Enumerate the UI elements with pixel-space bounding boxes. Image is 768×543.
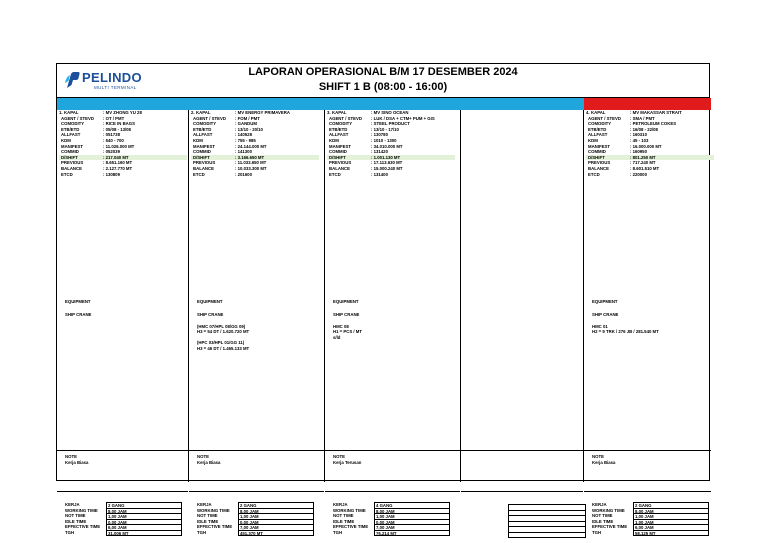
time-value: 6,00 JAM	[633, 524, 709, 530]
detail-label: ETCD	[193, 171, 205, 177]
detail-label: COMMID	[588, 149, 606, 155]
time-label: TGH	[592, 529, 602, 535]
detail-value: : 201600	[235, 171, 252, 177]
time-label: TGH	[197, 529, 207, 535]
note-divider	[57, 450, 188, 451]
detail-value: : 05/08 - 13/08	[103, 126, 131, 132]
time-label: NOT TIME	[333, 513, 354, 519]
time-label: NOT TIME	[65, 513, 86, 519]
time-value: 2 GANG	[238, 502, 314, 508]
detail-value: : MV ZHONG YU 28	[103, 110, 142, 115]
work-time-table	[592, 502, 710, 536]
detail-value: : 8.601.510 MT	[630, 165, 660, 171]
detail-value: : MV ENERGY PRIMAVERA	[235, 110, 290, 115]
time-value: 76.214 MT	[374, 530, 450, 536]
detail-label: ALLFAST	[588, 132, 608, 138]
equipment-label: EQUIPMENT	[333, 299, 359, 304]
report-title: LAPORAN OPERASIONAL B/M 17 DESEMBER 2024	[248, 66, 518, 78]
time-value: 7,00 JAM	[374, 524, 450, 530]
detail-value: : 755 - 985	[235, 137, 256, 143]
detail-value: : 13/10 - 17/10	[371, 126, 399, 132]
crane-detail: (HMC 07/HPL 08/GG 09)	[197, 324, 246, 329]
time-value: 1,00 JAM	[374, 513, 450, 519]
time-value: 7,00 JAM	[238, 524, 314, 530]
kerja-divider	[57, 491, 188, 492]
detail-label: AGENT / STEVD	[588, 115, 621, 121]
time-value: 1,00 JAM	[238, 513, 314, 519]
detail-label: COMODITY	[329, 121, 353, 127]
time-label: EFFECTIVE TIME	[197, 524, 233, 530]
crane-detail: s/ld	[333, 334, 341, 340]
crane-detail: (HPC 03/HPL 01/GG 11)	[197, 340, 245, 346]
detail-label: MANIFEST	[193, 143, 215, 149]
detail-row-etcd	[327, 172, 455, 178]
detail-label: KDM	[61, 137, 71, 143]
work-time-table	[333, 502, 451, 536]
time-value: 8,00 JAM	[238, 508, 314, 514]
detail-value: : 140528	[235, 132, 252, 138]
ship-crane-label: SHIP CRANE	[333, 312, 360, 317]
detail-value: : 16/08 - 22/08	[630, 126, 658, 132]
time-value: 58.125 MT	[633, 530, 709, 536]
note-label: NOTE	[592, 454, 604, 459]
detail-label: PREVIOUS	[193, 160, 216, 166]
detail-label: PREVIOUS	[329, 160, 352, 166]
empty-time-table	[508, 504, 586, 538]
detail-value: : 540 - 700	[103, 137, 124, 143]
vessel-details	[59, 110, 187, 177]
note-divider	[189, 450, 324, 451]
time-label: NOT TIME	[197, 513, 218, 519]
detail-label: COMMID	[193, 149, 211, 155]
detail-label: COMODITY	[588, 121, 612, 127]
detail-label: MANIFEST	[588, 143, 610, 149]
time-label: IDLE TIME	[197, 518, 219, 524]
time-value: 451.370 MT	[238, 530, 314, 536]
note-text: Kerja Terusan	[333, 460, 362, 465]
detail-label: KDM	[329, 137, 339, 143]
time-value: 1,00 JAM	[106, 513, 182, 519]
time-label: TGH	[65, 529, 75, 535]
detail-value: : 131400	[371, 171, 388, 177]
detail-label: D/SHIFT	[329, 154, 346, 160]
note-text: Kerja Biasa	[592, 460, 616, 465]
detail-value: : 130809	[103, 171, 120, 177]
ship-crane-label: SHIP CRANE	[197, 312, 224, 317]
detail-value: : 220000	[630, 171, 647, 177]
detail-row-etcd	[59, 172, 187, 178]
time-value: 2 GANG	[106, 502, 182, 508]
note-label: NOTE	[197, 454, 209, 459]
vessel-number: 1.	[59, 110, 63, 115]
time-label: KERJA	[592, 502, 607, 507]
detail-value: : 1010 - 1300	[371, 137, 397, 143]
ship-crane-label: SHIP CRANE	[65, 312, 92, 317]
crane-detail: H3 = 46 DT / 1.465.133 MT	[197, 345, 250, 351]
time-value: 6,00 JAM	[106, 524, 182, 530]
vessel-details	[586, 110, 714, 177]
detail-value: : 717.240 MT	[630, 160, 656, 166]
detail-value: : 051738	[103, 132, 120, 138]
detail-value: : 131420	[371, 149, 388, 155]
time-label: IDLE TIME	[592, 518, 614, 524]
vessel-column	[189, 110, 325, 536]
detail-value: : 217.040 MT	[103, 154, 129, 160]
detail-value: : FOM / PMT	[235, 115, 260, 121]
detail-label: KAPAL	[196, 110, 211, 115]
logo-name: PELINDO	[82, 70, 142, 85]
detail-label: BALANCE	[61, 165, 83, 171]
time-value: 8,00 JAM	[374, 508, 450, 514]
detail-value: : 160310	[630, 132, 647, 138]
note-divider	[461, 450, 583, 451]
detail-label: BALANCE	[193, 165, 215, 171]
time-label: KERJA	[197, 502, 212, 507]
equipment-label: EQUIPMENT	[65, 299, 91, 304]
detail-value: : LUK / DSA + CTM+ PUM + GIS	[371, 115, 435, 121]
time-value: 8,00 JAM	[633, 508, 709, 514]
vessel-number: 2.	[191, 110, 195, 115]
note-label: NOTE	[333, 454, 345, 459]
time-value: 4 GANG	[374, 502, 450, 508]
detail-label: PREVIOUS	[61, 160, 84, 166]
kerja-divider	[584, 491, 711, 492]
detail-label: KDM	[588, 137, 598, 143]
detail-value: : 1.001.130 MT	[371, 154, 401, 160]
detail-value: : 13/10 - 20/10	[235, 126, 263, 132]
detail-value: : 141300	[235, 149, 252, 155]
crane-detail: HMC 08	[333, 324, 349, 329]
detail-label: KAPAL	[64, 110, 79, 115]
detail-value: : 11.033.650 MT	[235, 160, 267, 166]
crane-detail: H3 = 54 DT / 1.620.720 MT	[197, 329, 250, 335]
detail-value: : SMA / PMT	[630, 115, 655, 121]
detail-label: MANIFEST	[329, 143, 351, 149]
detail-label: ETB/ETD	[588, 126, 607, 132]
time-label: WORKING TIME	[592, 507, 625, 513]
detail-label: AGENT / STEVD	[61, 115, 94, 121]
time-value: 2 GANG	[633, 502, 709, 508]
detail-value: : 130780	[371, 132, 388, 138]
detail-label: ETCD	[329, 171, 341, 177]
detail-value: : GANDUM	[235, 121, 257, 127]
time-label: KERJA	[333, 502, 348, 507]
crane-detail: H1 = PCS / MT	[333, 329, 363, 335]
detail-label: AGENT / STEVD	[193, 115, 226, 121]
vessel-column	[57, 110, 189, 536]
detail-value: : 10.033.300 MT	[235, 165, 267, 171]
equipment-label: EQUIPMENT	[592, 299, 618, 304]
detail-label: BALANCE	[588, 165, 610, 171]
detail-row-etcd	[586, 172, 714, 178]
ship-crane-label: SHIP CRANE	[592, 312, 619, 317]
equipment-label: EQUIPMENT	[197, 299, 223, 304]
detail-label: PREVIOUS	[588, 160, 611, 166]
detail-value: : 052039	[103, 149, 120, 155]
vessel-number: 4.	[586, 110, 590, 115]
detail-label: KAPAL	[332, 110, 347, 115]
detail-value: : MV MAKASSAR STRAIT	[630, 110, 682, 115]
detail-label: ETB/ETD	[329, 126, 348, 132]
time-value: 0,00 JAM	[106, 519, 182, 525]
note-label: NOTE	[65, 454, 77, 459]
detail-label: D/SHIFT	[193, 154, 210, 160]
detail-row-etcd	[191, 172, 319, 178]
detail-value: : 160950	[630, 149, 647, 155]
time-label: EFFECTIVE TIME	[333, 524, 369, 530]
detail-value: : 45 - 103	[630, 137, 649, 143]
vessel-column	[325, 110, 461, 536]
time-value: 0,00 JAM	[374, 519, 450, 525]
kerja-divider	[325, 491, 460, 492]
detail-label: ETB/ETD	[61, 126, 80, 132]
crane-detail: H2 = 9 TRK / 276 JB / 281.540 MT	[592, 329, 659, 335]
detail-label: COMODITY	[193, 121, 217, 127]
time-value: 31.006 MT	[106, 530, 182, 536]
detail-value: : 34.010.000 MT	[371, 143, 403, 149]
red-status-band	[584, 98, 711, 110]
vessel-number: 3.	[327, 110, 331, 115]
time-label: IDLE TIME	[65, 518, 87, 524]
report-header	[57, 64, 709, 98]
detail-label: ETCD	[61, 171, 73, 177]
time-label: WORKING TIME	[65, 507, 98, 513]
detail-value: : OT / PMT	[103, 115, 125, 121]
note-text: Kerja Biasa	[65, 460, 89, 465]
detail-value: : 11.026.000 MT	[103, 143, 135, 149]
time-row-tgh	[197, 530, 315, 536]
note-divider	[325, 450, 460, 451]
time-label: KERJA	[65, 502, 80, 507]
vessel-column	[584, 110, 711, 536]
detail-value: : 801.250 MT	[630, 154, 656, 160]
time-row-tgh	[333, 530, 451, 536]
logo-subtitle: MULTI TERMINAL	[94, 85, 137, 90]
time-row-tgh	[65, 530, 183, 536]
detail-value: : PETROLEUM COKES	[630, 121, 677, 127]
detail-value: : 15.000.240 MT	[371, 165, 403, 171]
detail-value: : RICE IN BAGS	[103, 121, 135, 127]
detail-label: COMMID	[61, 149, 79, 155]
vessel-column	[461, 110, 584, 482]
kerja-divider	[189, 491, 324, 492]
detail-value: : 17.113.630 MT	[371, 160, 403, 166]
detail-label: COMMID	[329, 149, 347, 155]
detail-label: COMODITY	[61, 121, 85, 127]
time-value: 1,00 JAM	[633, 519, 709, 525]
blue-status-band	[57, 98, 584, 110]
time-label: TGH	[333, 529, 343, 535]
detail-label: ETB/ETD	[193, 126, 212, 132]
vessel-details	[191, 110, 319, 177]
detail-label: ETCD	[588, 171, 600, 177]
detail-label: ALLFAST	[193, 132, 213, 138]
time-label: NOT TIME	[592, 513, 613, 519]
work-time-table	[197, 502, 315, 536]
detail-label: KDM	[193, 137, 203, 143]
time-value: 1,00 JAM	[633, 513, 709, 519]
time-value: 0,00 JAM	[238, 519, 314, 525]
note-text: Kerja Biasa	[197, 460, 221, 465]
time-row-tgh	[592, 530, 710, 536]
detail-value: : MV SINO OCEAN	[371, 110, 409, 115]
time-label: WORKING TIME	[197, 507, 230, 513]
detail-label: KAPAL	[591, 110, 606, 115]
kerja-divider	[461, 491, 583, 492]
detail-label: MANIFEST	[61, 143, 83, 149]
shift-title: SHIFT 1 B (08:00 - 16:00)	[318, 81, 448, 93]
time-label: EFFECTIVE TIME	[592, 524, 628, 530]
time-label: EFFECTIVE TIME	[65, 524, 101, 530]
vessel-details	[327, 110, 455, 177]
detail-value: : 3.166.650 MT	[235, 154, 265, 160]
work-time-table	[65, 502, 183, 536]
detail-value: : 16.000.000 MT	[630, 143, 662, 149]
detail-value: : 8.651.160 MT	[103, 160, 133, 166]
note-divider	[584, 450, 711, 451]
time-label: WORKING TIME	[333, 507, 366, 513]
report-sheet	[56, 63, 710, 536]
detail-value: : 2.127.770 MT	[103, 165, 133, 171]
detail-label: D/SHIFT	[61, 154, 78, 160]
detail-value: : 24.144.000 MT	[235, 143, 267, 149]
detail-label: BALANCE	[329, 165, 351, 171]
time-value: 8,00 JAM	[106, 508, 182, 514]
detail-value: : STEEL PRODUCT	[371, 121, 410, 127]
time-label: IDLE TIME	[333, 518, 355, 524]
detail-label: ALLFAST	[61, 132, 81, 138]
detail-label: D/SHIFT	[588, 154, 605, 160]
crane-detail: HMC 01	[592, 324, 608, 329]
detail-label: ALLFAST	[329, 132, 349, 138]
detail-label: AGENT / STEVD	[329, 115, 362, 121]
